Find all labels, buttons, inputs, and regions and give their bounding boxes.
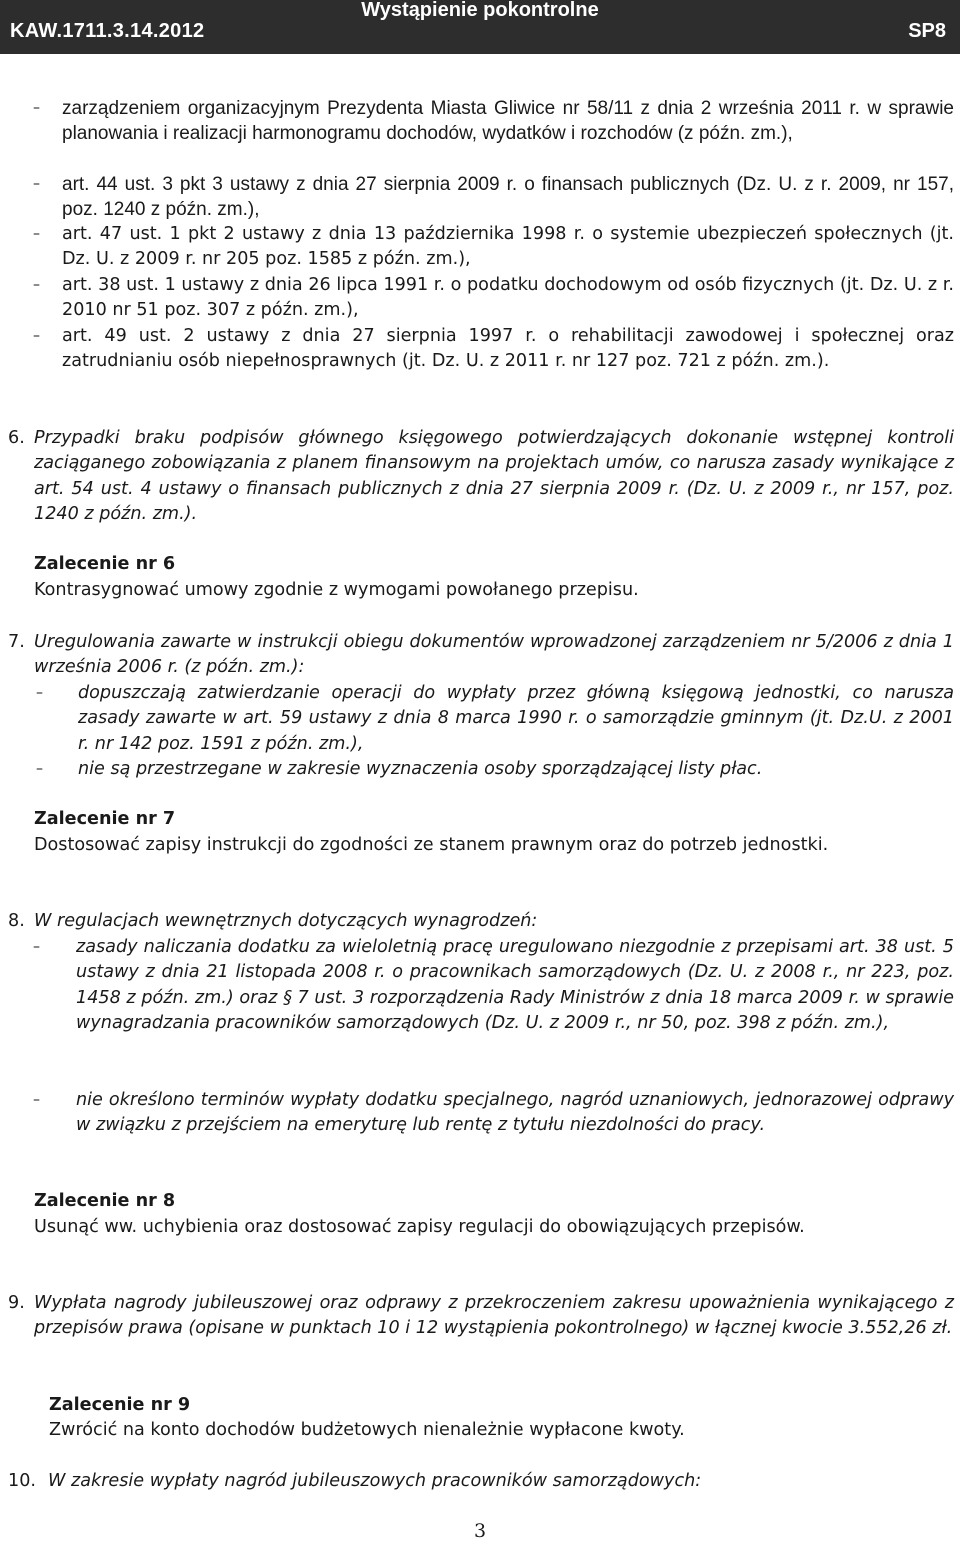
list-bullet: – (33, 277, 40, 293)
recommendation-text: Zwrócić na konto dochodów budżetowych nienależnie wypłacone kwoty. (49, 1420, 685, 1440)
list-bullet: – (33, 100, 40, 116)
recommendation-heading: Zalecenie nr 6 (34, 554, 176, 574)
finding-text: W zakresie wypłaty nagród jubileuszowych pracowników samorządowych: (48, 1471, 702, 1491)
finding-text: W regulacjach wewnętrznych dotyczących wynagrodzeń: (34, 911, 538, 931)
finding-item: nie są przestrzegane w zakresie wyznaczenia osoby sporządzającej listy płac. (78, 759, 763, 779)
list-bullet: – (33, 1092, 40, 1108)
finding-item: dopuszczają zatwierdzanie operacji do wypłaty przez główną księgową jednostki, co narusza zasady zawarte w art. 59 ustawy z dnia 8 marca 1990 r. o samorządzie gminnym (jt. Dz.U. z 2001 r. nr 142 poz. 1591 z późn. zm.), (78, 683, 954, 754)
list-bullet: – (36, 761, 43, 777)
list-bullet: – (33, 176, 40, 192)
finding-text: Uregulowania zawarte w instrukcji obiegu dokumentów wprowadzonej zarządzeniem nr 5/2006 z dnia 1 września 2006 r. (z późn. zm.): (34, 632, 954, 678)
recommendation-text: Usunąć ww. uchybienia oraz dostosować zapisy regulacji do obowiązujących przepisów. (34, 1217, 805, 1237)
unit-code: SP8 (908, 20, 946, 42)
list-bullet: – (33, 328, 40, 344)
document-title: Wystąpienie pokontrolne (361, 0, 599, 21)
list-bullet: – (33, 939, 40, 955)
recommendation-heading: Zalecenie nr 9 (49, 1395, 191, 1415)
list-bullet: – (33, 226, 40, 242)
recommendation-heading: Zalecenie nr 7 (34, 809, 176, 829)
finding-item: nie określono terminów wypłaty dodatku specjalnego, nagród uznaniowych, jednorazowej odprawy w związku z przejściem na emeryturę lub rentę z tytułu niezdolności do pracy. (76, 1090, 954, 1136)
list-bullet: – (36, 685, 43, 701)
page-header (0, 0, 960, 54)
finding-number: 7. (8, 632, 25, 652)
finding-text: Przypadki braku podpisów głównego księgowego potwierdzających dokonanie wstępnej kontroli zaciąganego zobowiązania z planem finansowym na projektach umów, co narusza zasady wynikające z art. 54 ust. 4 ustawy o finansach publicznych z dnia 27 sierpnia 2009 r. (Dz. U. z 2009 r., nr 157, poz. 1240 z późn. zm.). (34, 428, 954, 525)
recommendation-text: Dostosować zapisy instrukcji do zgodności ze stanem prawnym oraz do potrzeb jednostki. (34, 835, 829, 855)
recommendation-text: Kontrasygnować umowy zgodnie z wymogami powołanego przepisu. (34, 580, 639, 600)
page-number: 3 (473, 1520, 487, 1542)
finding-text: Wypłata nagrody jubileuszowej oraz odprawy z przekroczeniem zakresu upoważnienia wynikającego z przepisów prawa (opisane w punktach 10 i 12 wystąpienia pokontrolnego) w łącznej kwocie 3.552,26 zł. (34, 1293, 954, 1339)
recommendation-heading: Zalecenie nr 8 (34, 1191, 176, 1211)
finding-item: zasady naliczania dodatku za wieloletnią pracę uregulowano niezgodnie z przepisami art. 38 ust. 5 ustawy z dnia 21 listopada 2008 r. o pracownikach samorządowych (Dz. U. z 2008 r., nr 223, poz. 1458 z późn. zm.) oraz § 7 ust. 3 rozporządzenia Rady Ministrów z dnia 18 marca 2009 r. w sprawie wynagradzania pracowników samorządowych (Dz. U. z 2009 r., nr 50, poz. 398 z późn. zm.), (76, 937, 954, 1034)
legal-basis-item: art. 44 ust. 3 pkt 3 ustawy z dnia 27 sierpnia 2009 r. o finansach publicznych (Dz. U. z r. 2009, nr 157, poz. 1240 z późn. zm.), (62, 174, 954, 221)
legal-basis-item: art. 49 ust. 2 ustawy z dnia 27 sierpnia 1997 r. o rehabilitacji zawodowej i społecznej oraz zatrudnianiu osób niepełnosprawnych (jt. Dz. U. z 2011 r. nr 127 poz. 721 z późn. zm.). (62, 326, 954, 372)
legal-basis-item: art. 38 ust. 1 ustawy z dnia 26 lipca 1991 r. o podatku dochodowym od osób fizycznych (jt. Dz. U. z r. 2010 nr 51 poz. 307 z późn. zm.), (62, 275, 954, 321)
case-reference: KAW.1711.3.14.2012 (10, 20, 205, 42)
finding-number: 10. (8, 1471, 36, 1491)
finding-number: 6. (8, 428, 25, 448)
finding-number: 9. (8, 1293, 25, 1313)
finding-number: 8. (8, 911, 25, 931)
legal-basis-item: art. 47 ust. 1 pkt 2 ustawy z dnia 13 października 1998 r. o systemie ubezpieczeń społecznych (jt. Dz. U. z 2009 r. nr 205 poz. 1585 z późn. zm.), (62, 224, 954, 270)
legal-basis-item: zarządzeniem organizacyjnym Prezydenta Miasta Gliwice nr 58/11 z dnia 2 września 2011 r. w sprawie planowania i realizacji harmonogramu dochodów, wydatków i rozchodów (z późn. zm.), (62, 98, 954, 145)
